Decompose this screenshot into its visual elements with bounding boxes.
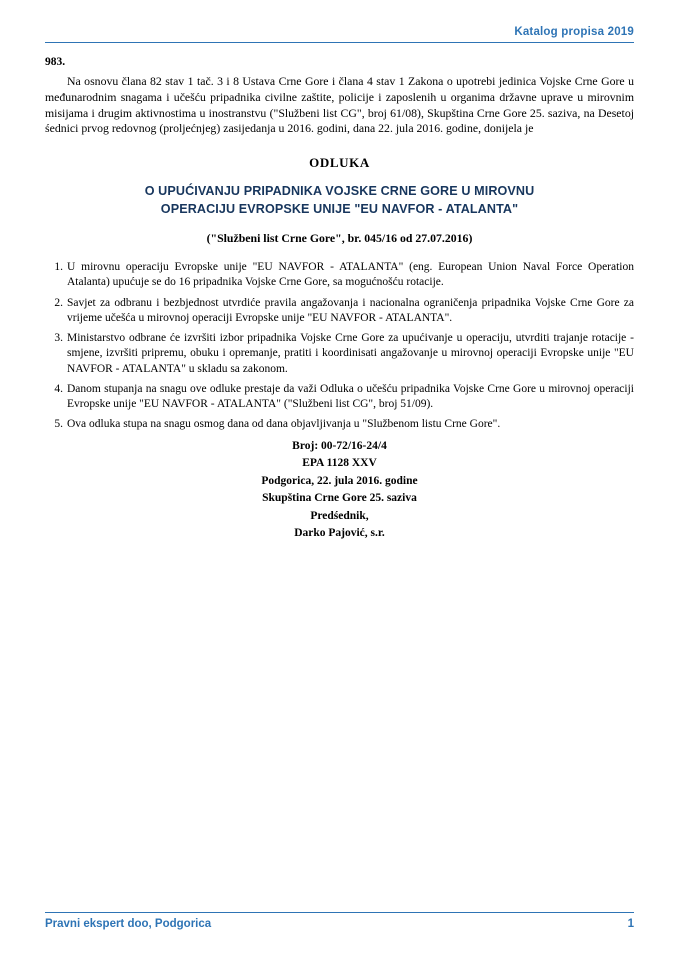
signature-epa: EPA 1128 XXV — [302, 457, 377, 470]
signature-role: Predśednik, — [310, 509, 369, 522]
list-item-number: 4. — [54, 382, 63, 395]
list-item — [45, 260, 634, 291]
signature-assembly: Skupština Crne Gore 25. saziva — [262, 492, 417, 505]
footer-divider — [45, 912, 634, 913]
list-item — [45, 296, 634, 327]
list-item-number: 1. — [54, 260, 63, 273]
list-item — [45, 382, 634, 413]
list-item — [45, 331, 634, 377]
provisions-list — [45, 260, 634, 433]
list-item-number: 2. — [54, 296, 63, 309]
page-title-line-1: O UPUĆIVANJU PRIPADNIKA VOJSKE CRNE GORE U MIROVNU — [144, 184, 535, 199]
list-item-number: 3. — [54, 332, 63, 345]
list-item-text: Ova odluka stupa na snagu osmog dana od dana objavljivanja u "Službenom listu Crne Gore". — [67, 418, 501, 431]
intro-paragraph: Na osnovu člana 82 stav 1 tač. 3 i 8 Ustava Crne Gore i člana 4 stav 1 Zakona o upotrebi jedinica Vojske Crne Gore u međunarodnim snagama i učešću pripadnika civilne zaštite, policije i zaposlenih u organima državne uprave u mirovnim misijama i drugim aktivnostima u inostranstvu ("Službeni list CG", broj 61/08), Skupština Crne Gore 25. saziva, na Desetoj śednici prvog redovnog (proljećnjeg) zasijedanja u 2016. godini, dana 22. jula 2016. godine, donijela je — [45, 74, 634, 136]
signature-block — [45, 438, 634, 543]
footer-publisher: Pravni ekspert doo, Podgorica — [45, 918, 212, 930]
list-item-text: U mirovnu operaciju Evropske unije "EU NAVFOR - ATALANTA" (eng. European Union Naval Force Operation Atalanta) upućuje se do 16 pripadnika Vojske Crne Gore, sa mogućnošću rotacije. — [67, 260, 634, 289]
signature-name: Darko Pajović, s.r. — [294, 527, 385, 540]
footer-row — [45, 918, 634, 930]
signature-broj: Broj: 00-72/16-24/4 — [292, 439, 387, 452]
page-title-line-2: OPERACIJU EVROPSKE UNIJE "EU NAVFOR - ATALANTA" — [160, 202, 519, 217]
document-subtitle: ("Službeni list Crne Gore", br. 045/16 od 27.07.2016) — [206, 230, 473, 245]
list-item-text: Danom stupanja na snagu ove odluke prestaje da važi Odluka o učešću pripadnika Vojske Crne Gore u mirovnoj operaciji Evropske unije "EU NAVFOR - ATALANTA" ("Službeni list CG", broj 51/09). — [67, 382, 634, 411]
signature-place-date: Podgorica, 22. jula 2016. godine — [261, 474, 418, 487]
list-item-number: 5. — [54, 418, 63, 431]
document-number: 983. — [45, 56, 66, 68]
page-footer — [45, 912, 634, 930]
document-content — [45, 56, 634, 543]
list-item — [45, 417, 634, 432]
catalog-title: Katalog propisa 2019 — [514, 26, 634, 38]
page-title — [55, 183, 624, 219]
document-heading: ODLUKA — [309, 155, 370, 171]
page-header — [45, 26, 634, 43]
header-divider — [45, 42, 634, 43]
list-item-text: Savjet za odbranu i bezbjednost utvrdiće pravila angažovanja i nacionalna ograničenja pripadnika Vojske Crne Gore za vrijeme učešća u mirovnoj operaciji Evropske unije "EU NAVFOR - ATALANTA". — [67, 296, 634, 324]
list-item-text: Ministarstvo odbrane će izvršiti izbor pripadnika Vojske Crne Gore za upućivanje u operaciju, utvrditi trajanje rotacije - smjene, izvršiti pripremu, obuku i opremanje, pratiti i koordinisati angažovanje u mirovnoj operaciji Evropske unije "EU NAVFOR - ATALANTA" u skladu sa zakonom. — [67, 332, 634, 375]
footer-page-number: 1 — [627, 918, 634, 930]
